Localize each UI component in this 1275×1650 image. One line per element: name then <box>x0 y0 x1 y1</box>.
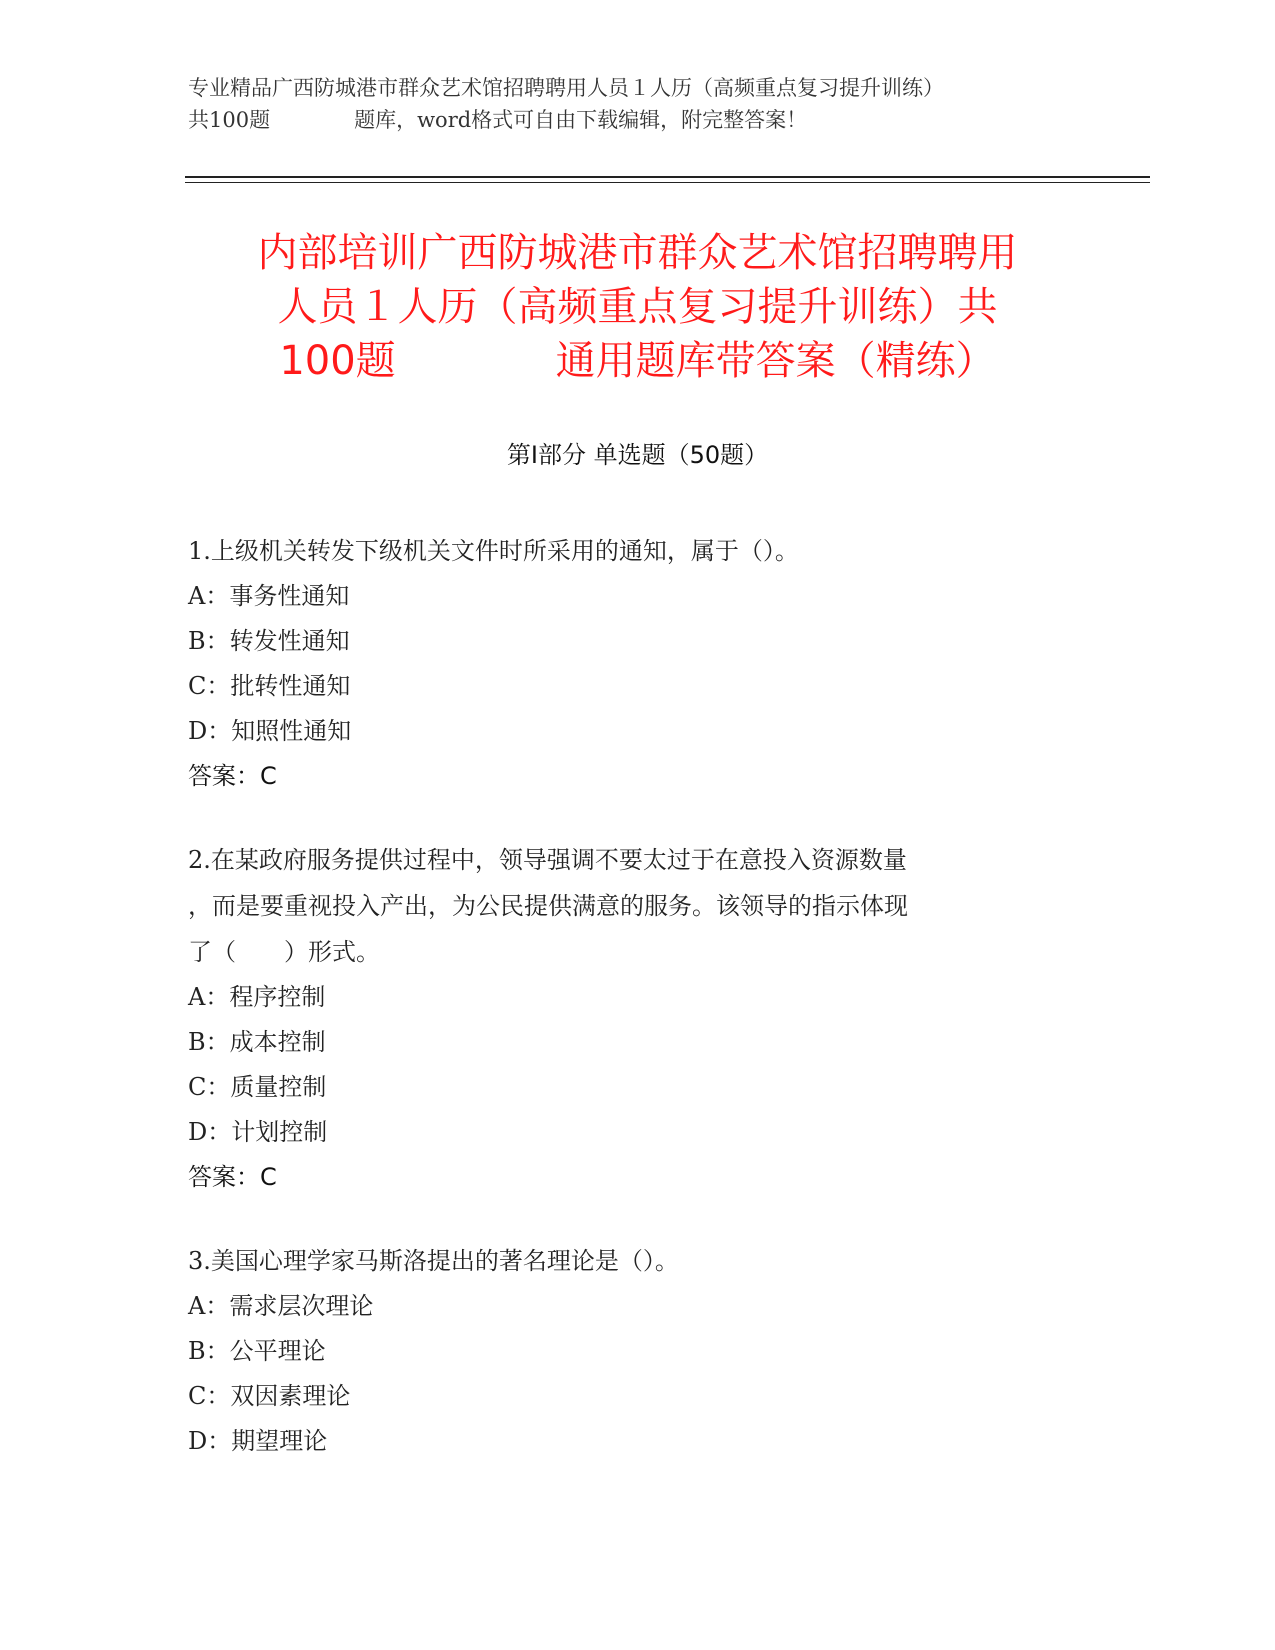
question-stem <box>188 528 1088 574</box>
title-line-2: 人员１人历（高频重点复习提升训练）共 <box>277 284 998 330</box>
answer: 答案：C <box>188 762 277 790</box>
question-list <box>188 528 1088 1502</box>
question-stem <box>188 837 1088 975</box>
question-stem-line: 了（ ）形式。 <box>188 938 380 966</box>
option-d: D：期望理论 <box>188 1427 328 1455</box>
option-b: B：成本控制 <box>188 1028 326 1056</box>
option-a: A：需求层次理论 <box>188 1292 374 1320</box>
question-stem-line: 1.上级机关转发下级机关文件时所采用的通知，属于（）。 <box>188 537 799 565</box>
header-line-2: 共100题 题库，word格式可自由下载编辑，附完整答案！ <box>188 108 808 132</box>
question-stem-line: 2.在某政府服务提供过程中，领导强调不要太过于在意投入资源数量 <box>188 846 907 874</box>
option-c: C：质量控制 <box>188 1073 327 1101</box>
header-line-1: 专业精品广西防城港市群众艺术馆招聘聘用人员１人历（高频重点复习提升训练） <box>188 76 944 100</box>
header-divider-thin <box>185 182 1150 183</box>
option-d: D：知照性通知 <box>188 717 352 745</box>
option-d: D：计划控制 <box>188 1118 328 1146</box>
option-a: A：程序控制 <box>188 983 326 1011</box>
question-stem <box>188 1238 1088 1284</box>
answer: 答案：C <box>188 1163 277 1191</box>
document-title <box>185 226 1090 388</box>
question-3 <box>188 1238 1088 1464</box>
title-line-3: 100题 通用题库带答案（精练） <box>279 338 996 384</box>
option-c: C：批转性通知 <box>188 672 351 700</box>
question-1 <box>188 528 1088 799</box>
section-title: 第Ⅰ部分 单选题（50题） <box>506 441 769 469</box>
title-line-1: 内部培训广西防城港市群众艺术馆招聘聘用 <box>257 230 1018 276</box>
option-a: A：事务性通知 <box>188 582 350 610</box>
document-header <box>188 72 1088 136</box>
option-c: C：双因素理论 <box>188 1382 351 1410</box>
option-b: B：转发性通知 <box>188 627 350 655</box>
header-divider-thick <box>185 176 1150 178</box>
option-b: B：公平理论 <box>188 1337 326 1365</box>
question-stem-line: ，而是要重视投入产出，为公民提供满意的服务。该领导的指示体现 <box>188 892 908 920</box>
question-2 <box>188 837 1088 1200</box>
question-stem-line: 3.美国心理学家马斯洛提出的著名理论是（）。 <box>188 1247 679 1275</box>
